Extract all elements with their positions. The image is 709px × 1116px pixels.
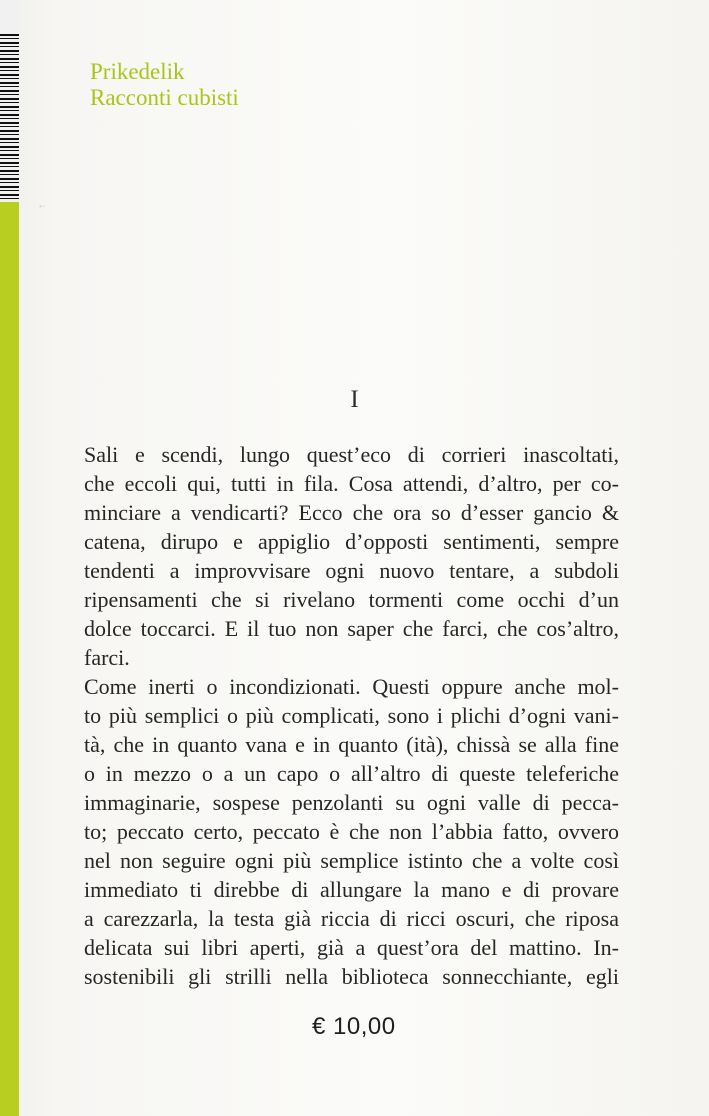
book-author: Prikedelik <box>90 59 185 84</box>
text-line: sostenibili gli strilli nella biblioteca sonnecchiante, egli <box>84 964 619 989</box>
text-line: farci. <box>84 645 130 670</box>
text-line: Come inerti o incondizionati. Questi oppure anche mol- <box>84 674 619 699</box>
text-line: to; peccato certo, peccato è che non l’abbia fatto, ovvero <box>84 819 619 844</box>
text-line: ripensamenti che si rivelano tormenti come occhi d’un <box>84 587 619 612</box>
text-line: catena, dirupo e appiglio d’opposti sentimenti, sempre <box>84 529 619 554</box>
chapter-number: I <box>350 386 359 413</box>
text-line: a carezzarla, la testa già riccia di ricci oscuri, che riposa <box>84 906 619 931</box>
barcode-icon <box>0 34 19 202</box>
price-label: € 10,00 <box>312 1013 396 1040</box>
text-line: immaginarie, sospese penzolanti su ogni valle di pecca- <box>84 790 619 815</box>
text-line: tendenti a improvvisare ogni nuovo tentare, a subdoli <box>84 558 619 583</box>
text-line: to più semplici o più complicati, sono i plichi d’ogni vani- <box>84 703 619 728</box>
text-line: dolce toccarci. E il tuo non saper che farci, che cos’altro, <box>84 616 619 641</box>
text-line: o in mezzo o a un capo o all’altro di queste teleferiche <box>84 761 619 786</box>
small-print-mark: •~ <box>39 202 45 211</box>
text-line: Sali e scendi, lungo quest’eco di corrieri inascoltati, <box>84 442 619 467</box>
text-line: minciare a vendicarti? Ecco che ora so d’esser gancio & <box>84 500 619 525</box>
text-line: tà, che in quanto vana e in quanto (ità), chissà se alla fine <box>84 732 619 757</box>
book-title: Racconti cubisti <box>90 85 239 110</box>
text-line: delicata sui libri aperti, già a quest’ora del mattino. In- <box>84 935 619 960</box>
text-line: immediato ti direbbe di allungare la mano e di provare <box>84 877 619 902</box>
text-line: che eccoli qui, tutti in fila. Cosa attendi, d’altro, per co- <box>84 471 619 496</box>
blurb-text <box>84 440 619 991</box>
text-line: nel non seguire ogni più semplice istinto che a volte così <box>84 848 619 873</box>
barcode-top-margin <box>0 0 19 34</box>
